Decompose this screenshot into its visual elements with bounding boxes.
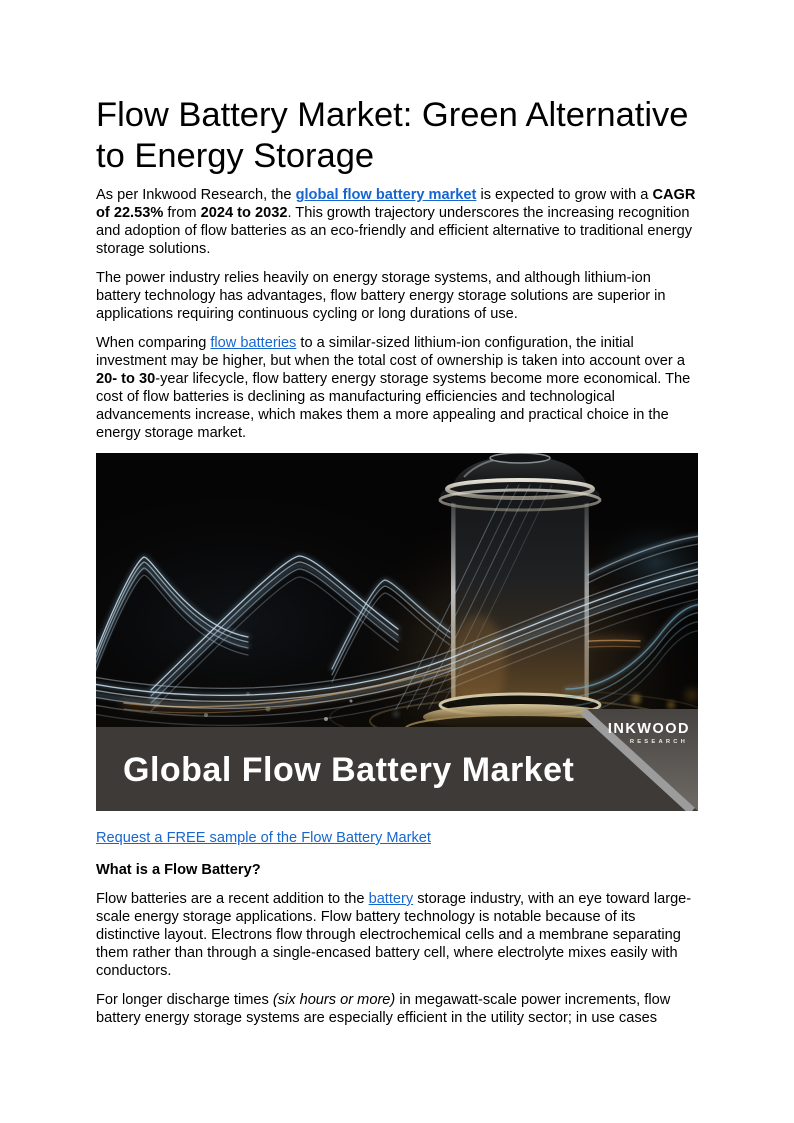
inline-link[interactable]: Request a FREE sample of the Flow Battery Market bbox=[96, 830, 431, 846]
text-run: (six hours or more) bbox=[272, 992, 396, 1008]
inline-link[interactable]: flow batteries bbox=[210, 335, 297, 351]
paragraph-cost-comparison bbox=[96, 334, 698, 442]
text-run: . This growth trajectory underscores the increasing recognition and adoption of flow batteries as an eco-friendly and efficient alternative to traditional energy storage solutions. bbox=[96, 205, 693, 257]
text-run: -year lifecycle, flow battery energy storage systems become more economical. The cost of flow batteries is declining as manufacturing efficiencies and technological advancements increase, which makes them a more appealing and practical choice in the energy storage market. bbox=[96, 371, 691, 441]
hero-image-canvas bbox=[96, 453, 698, 811]
text-run: What is a Flow Battery? bbox=[96, 862, 261, 878]
text-run: The power industry relies heavily on energy storage systems, and although lithium-ion battery technology has advantages, flow battery energy storage solutions are superior in applications requiring continuous cycling or long durations of use. bbox=[96, 270, 666, 322]
inline-link[interactable]: global flow battery market bbox=[295, 187, 477, 203]
text-run: from bbox=[163, 205, 201, 221]
paragraph-intro bbox=[96, 186, 698, 258]
text-run: As per Inkwood Research, the bbox=[96, 187, 296, 203]
paragraph-discharge-times bbox=[96, 991, 698, 1027]
text-run: in megawatt-scale power increments, flow battery energy storage systems are especially efficient in the utility sector; in use cases bbox=[96, 992, 671, 1026]
text-run: When comparing bbox=[96, 335, 211, 351]
text-run: CAGR of 22.53% bbox=[96, 187, 696, 221]
hero-banner-title: Global Flow Battery Market bbox=[123, 751, 575, 789]
paragraph-what-is-flow-battery bbox=[96, 890, 698, 980]
text-run: to a similar-sized lithium-ion configuration, the initial investment may be higher, but when the total cost of ownership is taken into account over a bbox=[96, 335, 685, 369]
article-title: Flow Battery Market: Green Alternative to Energy Storage bbox=[96, 96, 689, 175]
inline-link[interactable]: battery bbox=[368, 891, 414, 907]
hero-image bbox=[96, 453, 698, 811]
text-run: storage industry, with an eye toward large-scale energy storage applications. Flow battery technology is notable because of its distinctive layout. Electrons flow through electrochemical cells and a membrane separating them rather than through a single-encased battery cell, where electrolyte mixes easily with conductors. bbox=[96, 891, 692, 979]
text-run: 20- to 30 bbox=[96, 371, 156, 387]
text-run: Flow batteries are a recent addition to the bbox=[96, 891, 369, 907]
paragraph-power-industry bbox=[96, 269, 698, 323]
sample-request-row bbox=[96, 829, 698, 847]
text-run: For longer discharge times bbox=[96, 992, 273, 1008]
text-run: 2024 to 2032 bbox=[200, 205, 288, 221]
section-heading-what-is bbox=[96, 861, 698, 879]
text-run: is expected to grow with a bbox=[476, 187, 653, 203]
inkwood-logo-name: INKWOOD bbox=[607, 721, 690, 737]
inkwood-logo-tagline: RESEARCH bbox=[629, 739, 688, 745]
